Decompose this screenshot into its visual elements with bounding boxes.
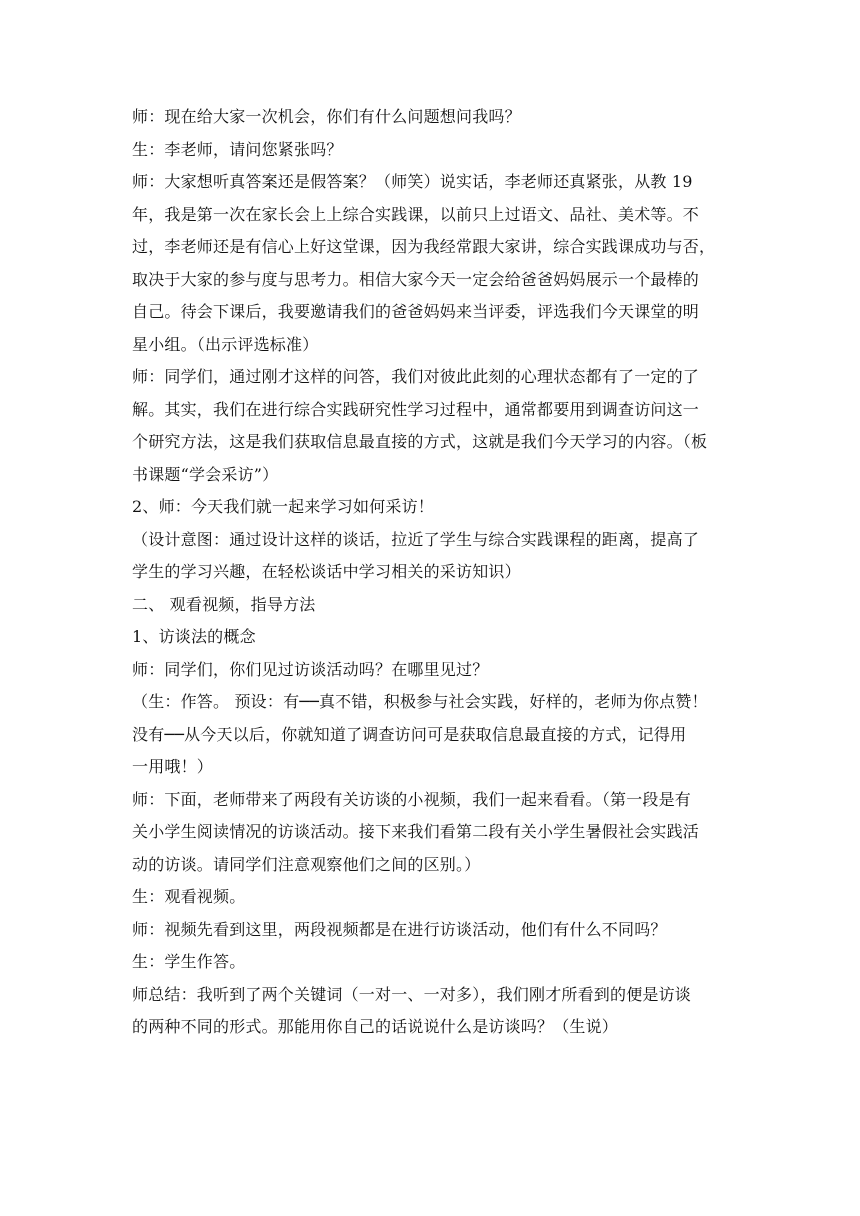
- text-line: 生：李老师，请问您紧张吗？: [132, 139, 343, 159]
- text-line: 取决于大家的参与度与思考力。相信大家今天一定会给爸爸妈妈展示一个最棒的: [132, 269, 700, 289]
- text-line: 学生的学习兴趣，在轻松谈话中学习相关的采访知识）: [132, 562, 521, 581]
- paragraph: [132, 946, 732, 979]
- paragraph: [132, 134, 732, 167]
- text-line: 师：大家想听真答案还是假答案？（师笑）说实话，李老师还真紧张，从教 19: [132, 172, 693, 191]
- paragraph: [132, 101, 732, 134]
- text-line: 没有──从今天以后，你就知道了调查访问可是获取信息最直接的方式，记得用: [132, 724, 687, 744]
- text-line: 过，李老师还是有信心上好这堂课，因为我经常跟大家讲，综合实践课成功与否，: [132, 237, 716, 256]
- text-line: 书课题“学会采访”）: [132, 464, 279, 484]
- paragraph: [132, 166, 732, 361]
- text-line: 自己。待会下课后，我要邀请我们的爸爸妈妈来当评委，评选我们今天课堂的明: [132, 302, 700, 321]
- text-line: 个研究方法，这是我们获取信息最直接的方式，这就是我们今天学习的内容。（板: [132, 432, 708, 451]
- text-line: 解。其实，我们在进行综合实践研究性学习过程中，通常都要用到调查访问这一: [132, 399, 700, 419]
- text-line: 师：下面，老师带来了两段有关访谈的小视频，我们一起来看看。（第一段是有: [132, 789, 692, 809]
- text-line: 年，我是第一次在家长会上上综合实践课，以前只上过语文、品社、美术等。不: [132, 204, 700, 224]
- paragraph: [132, 881, 732, 914]
- paragraph: [132, 491, 732, 524]
- paragraph: [132, 361, 732, 491]
- paragraph: [132, 686, 732, 784]
- document-page: [132, 101, 732, 1044]
- text-line: 关小学生阅读情况的访谈活动。接下来我们看第二段有关小学生暑假社会实践活: [132, 822, 700, 841]
- text-line: 二、 观看视频，指导方法: [132, 594, 316, 614]
- text-line: 师：视频先看到这里，两段视频都是在进行访谈活动，他们有什么不同吗？: [132, 919, 667, 939]
- text-line: 生：观看视频。: [132, 887, 246, 906]
- text-line: 生：学生作答。: [132, 952, 246, 971]
- text-line: 师：同学们，通过刚才这样的问答，我们对彼此此刻的心理状态都有了一定的了: [132, 367, 700, 386]
- text-line: （设计意图：通过设计这样的谈话，拉近了学生与综合实践课程的距离，提高了: [132, 529, 700, 549]
- paragraph: [132, 979, 732, 1044]
- text-line: 的两种不同的形式。那能用你自己的话说说什么是访谈吗？（生说）: [132, 1017, 619, 1036]
- paragraph: [132, 621, 732, 654]
- text-line: 师总结：我听到了两个关键词（一对一、一对多），我们刚才所看到的便是访谈: [132, 984, 692, 1004]
- text-line: 1、访谈法的概念: [132, 627, 256, 646]
- text-line: 一用哦！）: [132, 757, 214, 776]
- text-line: 星小组。（出示评选标准）: [132, 334, 319, 354]
- text-line: 动的访谈。请同学们注意观察他们之间的区别。）: [132, 854, 481, 874]
- paragraph: [132, 589, 732, 622]
- paragraph: [132, 654, 732, 687]
- text-line: 2、师：今天我们就一起来学习如何采访！: [132, 497, 434, 516]
- paragraph: [132, 524, 732, 589]
- paragraph: [132, 914, 732, 947]
- text-line: （生：作答。 预设：有──真不错，积极参与社会实践，好样的，老师为你点赞！: [132, 692, 708, 711]
- text-line: 师：现在给大家一次机会，你们有什么问题想问我吗？: [132, 107, 521, 126]
- text-line: 师：同学们，你们见过访谈活动吗？在哪里见过？: [132, 659, 489, 679]
- paragraph: [132, 784, 732, 882]
